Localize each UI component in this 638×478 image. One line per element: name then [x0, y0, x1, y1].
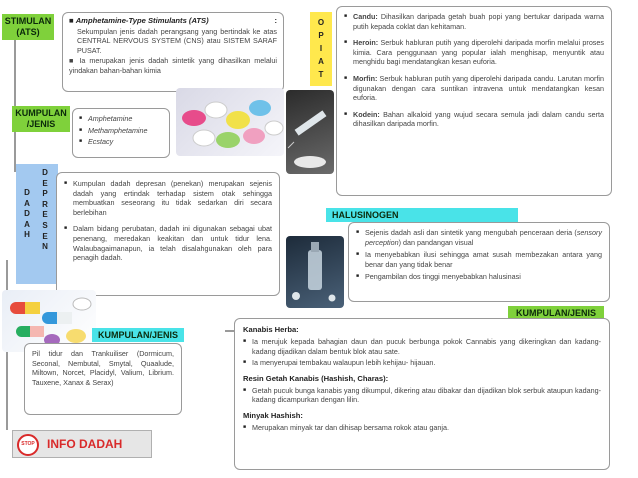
letter: R	[42, 199, 48, 209]
text-part: Sejenis dadah asli dan sintetik yang mengubah penceraan deria (	[365, 228, 577, 237]
definition: Bahan alkaloid yang wujud secara semula jadi dalam candu serta dihasilkan daripada morfin.	[353, 109, 604, 129]
stimulan-label-line1: STIMULAN	[4, 16, 52, 26]
letter: D	[24, 209, 30, 219]
depresan-box	[56, 172, 280, 296]
definition: Serbuk habluran putih yang diperolehi daripada candu. Larutan morfin digunakan dengan cara suntikan intravena untuk mendatangkan kesan euforia.	[353, 73, 604, 103]
stimulan-title-suffix: :	[274, 16, 277, 25]
term: Kodein:	[353, 109, 380, 119]
kumpulan-depresan-box	[24, 343, 182, 415]
stimulan-desc: Sekumpulan jenis dadah perangsang yang bertindak ke atas CENTRAL NERVOUS SYSTEM (CNS) atau SISTEM SARAF PUSAT.	[77, 26, 277, 55]
stop-logo-icon	[17, 434, 39, 456]
letter: N	[42, 242, 48, 252]
letter: P	[42, 189, 48, 199]
kanabis-kumpulan-label: KUMPULAN/JENIS	[508, 306, 604, 320]
herba-title: Kanabis Herba:	[243, 325, 299, 334]
letter: A	[318, 57, 324, 66]
opiat-vertical-label	[310, 12, 332, 86]
letter: A	[24, 198, 30, 208]
list-item: ■ Ia menyebabkan ilusi sehingga amat susah membezakan antara yang benar dan yang tidak benar	[356, 250, 602, 269]
halusinogen-label: HALUSINOGEN	[326, 208, 518, 222]
letter: H	[24, 230, 30, 240]
stimulan-label	[2, 14, 54, 40]
info-dadah-label: INFO DADAH	[47, 437, 123, 451]
letter: D	[42, 168, 48, 177]
bottle-image	[286, 236, 344, 308]
info-dadah-banner	[12, 430, 152, 458]
connector-line	[14, 40, 16, 110]
kumpulan-depresan-text: Pil tidur dan Trankuiliser (Dormicum, Seconal, Nembutal, Smytal, Quaalude, Miltown, Norcet, Placidyl, Valium, Librium. Tauxene, Xanax & Serax)	[32, 349, 174, 387]
letter: E	[42, 178, 48, 188]
stimulan-title: Amphetamine-Type Stimulants (ATS)	[75, 16, 209, 25]
kumpulan-stimulan-box	[72, 108, 170, 158]
depresen-vertical	[38, 168, 52, 253]
kumpulan-stimulan-label-line1: KUMPULAN	[15, 108, 67, 118]
stimulan-desc2-row: ■ Ia merupakan jenis dadah sintetik yang dihasilkan melalui yindakan bahan-bahan kimia	[69, 56, 278, 75]
list-item: ■ Getah pucuk bunga kanabis yang dikumpul, dikering atau dibakar dan dijadikan blok serbuk ataupun kadang-kadang dicampurkan dengan lilin.	[243, 386, 601, 405]
list-item	[344, 38, 604, 67]
letter: S	[42, 220, 48, 230]
letter: D	[24, 188, 30, 197]
list-item: ■ Kumpulan dadah depresan (penekan) merupakan sejenis dadah yang ertindak terhadap sistem otak sehingga membuatkan seseorang itu tidak sedarkan diri secara berlebihan	[64, 179, 272, 217]
depresan-vertical-label	[16, 164, 58, 284]
opiat-vertical	[314, 16, 328, 81]
stimulan-desc2: Ia merupakan jenis dadah sintetik yang dihasilkan melalui yindakan bahan-bahan kimia	[69, 56, 278, 75]
letter: E	[42, 210, 48, 220]
list-item: ■ Methamphetamine	[79, 126, 163, 136]
text-italic: sensory perception	[365, 228, 602, 247]
term: Heroin:	[353, 38, 379, 48]
resin-title: Resin Getah Kanabis (Hashish, Charas):	[243, 373, 389, 383]
list-item: ■ Merupakan minyak tar dan dihisap bersama rokok atau ganja.	[243, 423, 601, 433]
definition: Serbuk habluran putih yang diperolehi daripada morfin melalui proses kimia. Cara penggunaan yang popular ialah menghisap, menyuntik atau menghidu bagi mendatangkan kesan euforia.	[353, 38, 604, 67]
opiat-box	[336, 6, 612, 196]
letter: A	[24, 219, 30, 229]
kumpulan-depresan-label: KUMPULAN/JENIS	[92, 328, 184, 342]
letter: E	[42, 231, 48, 241]
list-item: ■ Dalam bidang perubatan, dadah ini digunakan sebagai ubat penenang, meredakan keakitan dan untuk tidur lena. Walaubagaimanapun, ia telah disalahgunakan oleh para penagih dadah.	[64, 224, 272, 262]
list-item	[344, 74, 604, 103]
letter: T	[318, 70, 324, 79]
letter: P	[318, 31, 324, 40]
dadah-vertical	[20, 188, 34, 241]
term: Morfin:	[353, 73, 378, 83]
list-item: ■ Pengambilan dos tinggi menyebabkan halusinasi	[356, 272, 602, 282]
list-item	[356, 228, 602, 247]
letter: I	[319, 44, 323, 53]
list-item: ■ Amphetamine	[79, 114, 163, 124]
halusinogen-box	[348, 222, 610, 302]
stimulan-title-row: ■ Amphetamine-Type Stimulants (ATS) :	[69, 16, 277, 25]
list-item: ■ Ecstacy	[79, 137, 163, 147]
kumpulan-stimulan-label	[12, 106, 70, 132]
kanabis-box	[234, 318, 610, 470]
list-item	[344, 110, 604, 129]
letter: O	[317, 18, 325, 27]
stop-logo-text: STOP	[21, 441, 35, 447]
text-part: ) dan pandangan visual	[398, 237, 474, 247]
definition: Dihasilkan daripada getah buah popi yang bertukar daripada warna putih kepada coklat dan kehitaman.	[353, 12, 604, 31]
minyak-title: Minyak Hashish:	[243, 410, 303, 420]
pills-image	[176, 88, 284, 156]
stimulan-box	[62, 12, 284, 92]
list-item: ■ Ia menyerupai tembakau walaupun lebih kehijau- hijauan.	[243, 358, 601, 368]
stimulan-label-line2: (ATS)	[16, 27, 40, 37]
list-item	[344, 12, 604, 31]
list-item: ■ Ia merujuk kepada bahagian daun dan pucuk berbunga pokok Cannabis yang dikeringkan dan kadang-kadang dijadikan dalam bentuk blok atau sate.	[243, 337, 601, 356]
term: Candu:	[353, 12, 378, 21]
syringe-image	[286, 90, 334, 174]
kumpulan-stimulan-label-line2: /JENIS	[26, 119, 56, 129]
